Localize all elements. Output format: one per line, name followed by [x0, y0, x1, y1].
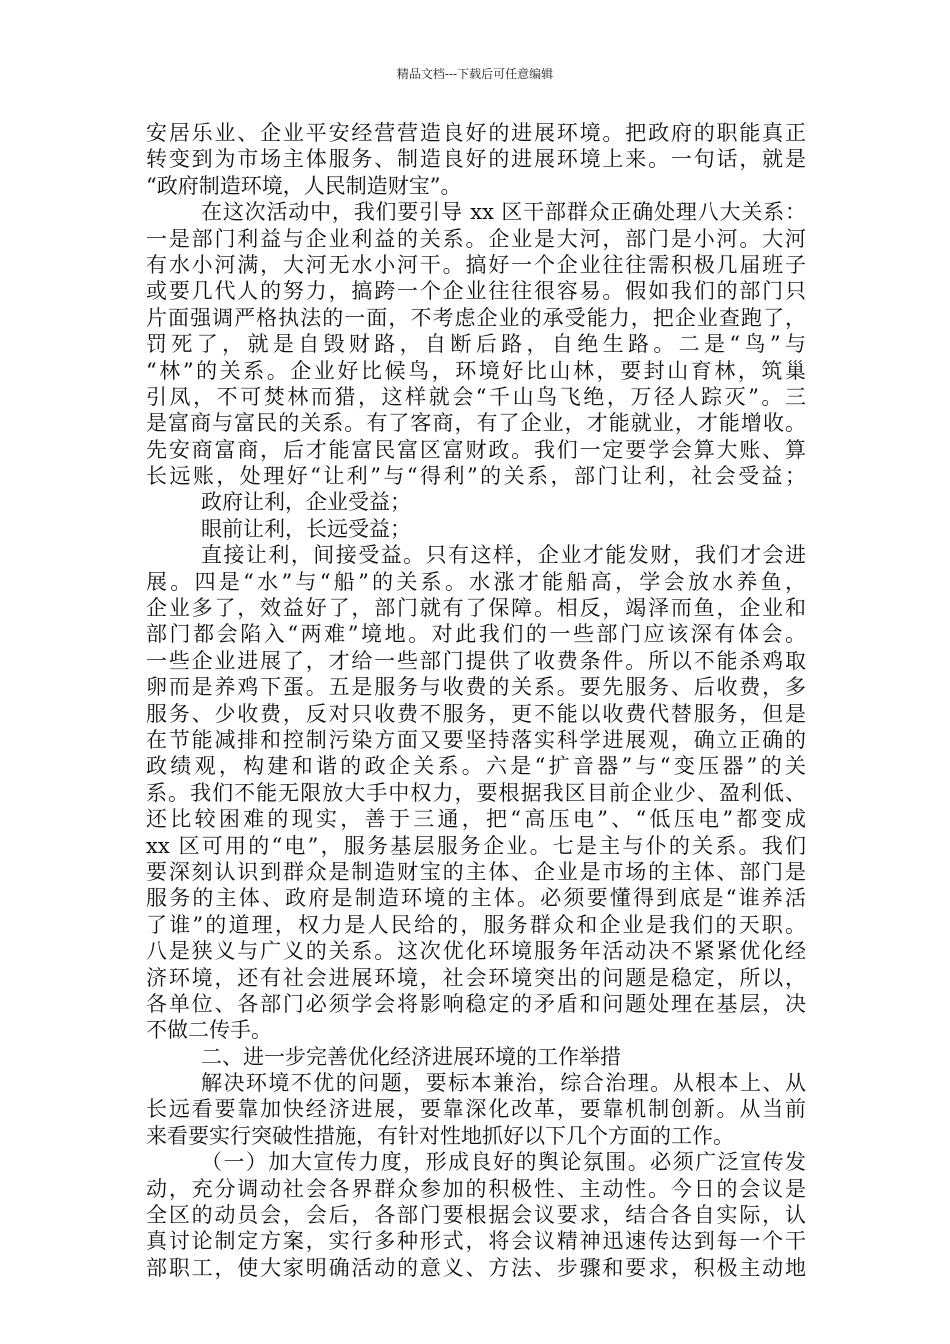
- text-line: 还比较困难的现实，善于三通，把“高压电”、“低压电”都变成: [146, 807, 806, 832]
- text-line: 一些企业进展了，才给一些部门提供了收费条件。所以不能杀鸡取: [146, 648, 806, 673]
- text-line: （一）加大宣传力度，形成良好的舆论氛围。必须广泛宣传发: [201, 1150, 806, 1175]
- text-line: 或要几代人的努力，搞跨一个企业往往很容易。假如我们的部门只: [146, 279, 806, 304]
- text-line: 全区的动员会，会后，各部门要根据会议要求，结合各自实际，认: [146, 1203, 806, 1228]
- text-line: 二、进一步完善优化经济进展环境的工作举措: [201, 1044, 621, 1069]
- text-line: 部职工，使大家明确活动的意义、方法、步骤和要求，积极主动地: [146, 1255, 806, 1280]
- text-line: 一是部门利益与企业利益的关系。企业是大河，部门是小河。大河: [146, 226, 806, 251]
- text-line: 政府让利，企业受益；: [201, 490, 411, 515]
- text-line: 来看要实行突破性措施，有针对性地抓好以下几个方面的工作。: [146, 1123, 734, 1148]
- text-line: 了谁”的道理，权力是人民给的，服务群众和企业是我们的天职。: [146, 912, 806, 937]
- text-line: 先安商富商，后才能富民富区富财政。我们一定要学会算大账、算: [146, 437, 806, 462]
- text-line: 真讨论制定方案，实行多种形式，将会议精神迅速传达到每一个干: [146, 1229, 806, 1254]
- text-line: 不做二传手。: [146, 1018, 272, 1043]
- text-line: 在节能减排和控制污染方面又要坚持落实科学进展观，确立正确的: [146, 727, 806, 752]
- text-line: 八是狭义与广义的关系。这次优化环境服务年活动决不紧紧优化经: [146, 939, 806, 964]
- text-line: “林”的关系。企业好比候鸟，环境好比山林，要封山育林，筑巢: [146, 358, 806, 383]
- text-line: 片面强调严格执法的一面，不考虑企业的承受能力，把企业查跑了，: [146, 305, 806, 330]
- text-line: 企业多了，效益好了，部门就有了保障。相反，竭泽而鱼，企业和: [146, 596, 806, 621]
- text-line: 眼前让利，长远受益；: [201, 516, 411, 541]
- text-line: 引凤，不可焚林而猎，这样就会“千山鸟飞绝，万径人踪灭”。三: [146, 384, 806, 409]
- text-line: 长远账，处理好“让利”与“得利”的关系，部门让利，社会受益；: [146, 464, 806, 489]
- text-line: 长远看要靠加快经济进展，要靠深化改革，要靠机制创新。从当前: [146, 1097, 806, 1122]
- text-line: xx 区可用的“电”，服务基层服务企业。七是主与仆的关系。我们: [146, 833, 806, 858]
- text-line: 部门都会陷入“两难”境地。对此我们的一些部门应该深有体会。: [146, 622, 806, 647]
- text-line: 安居乐业、企业平安经营营造良好的进展环境。把政府的职能真正: [146, 121, 806, 145]
- document-body: [146, 120, 806, 1281]
- text-line: 直接让利，间接受益。只有这样，企业才能发财，我们才会进: [201, 543, 806, 568]
- text-line: 服务、少收费，反对只收费不服务，更不能以收费代替服务，但是: [146, 701, 806, 726]
- text-line: 动，充分调动社会各界群众参加的积极性、主动性。今日的会议是: [146, 1176, 806, 1201]
- text-line: 系。我们不能无限放大手中权力，要根据我区目前企业少、盈利低、: [146, 780, 806, 805]
- text-line: 罚死了，就是自毁财路，自断后路，自绝生路。二是“鸟”与: [146, 332, 806, 357]
- text-line: 服务的主体、政府是制造环境的主体。必须要懂得到底是“谁养活: [146, 886, 806, 911]
- text-line: 展。四是“水”与“船”的关系。水涨才能船高，学会放水养鱼，: [146, 569, 806, 594]
- text-line: 在这次活动中，我们要引导 xx 区干部群众正确处理八大关系：: [201, 200, 806, 225]
- text-line: 各单位、各部门必须学会将影响稳定的矛盾和问题处理在基层，决: [146, 991, 806, 1016]
- text-line: 要深刻认识到群众是制造财宝的主体、企业是市场的主体、部门是: [146, 859, 806, 884]
- text-line: 有水小河满，大河无水小河干。搞好一个企业往往需积极几届班子: [146, 252, 806, 277]
- text-line: 政绩观，构建和谐的政企关系。六是“扩音器”与“变压器”的关: [146, 754, 806, 779]
- text-line: 济环境，还有社会进展环境，社会环境突出的问题是稳定，所以，: [146, 965, 806, 990]
- text-line: 转变到为市场主体服务、制造良好的进展环境上来。一句话，就是: [146, 147, 806, 172]
- text-line: 是富商与富民的关系。有了客商，有了企业，才能就业，才能增收。: [146, 411, 806, 436]
- text-line: 卵而是养鸡下蛋。五是服务与收费的关系。要先服务、后收费，多: [146, 675, 806, 700]
- text-line: 解决环境不优的问题，要标本兼治，综合治理。从根本上、从: [201, 1071, 806, 1096]
- page-header: 精品文档---下载后可任意编辑: [396, 67, 554, 81]
- text-line: “政府制造环境，人民制造财宝”。: [146, 173, 462, 198]
